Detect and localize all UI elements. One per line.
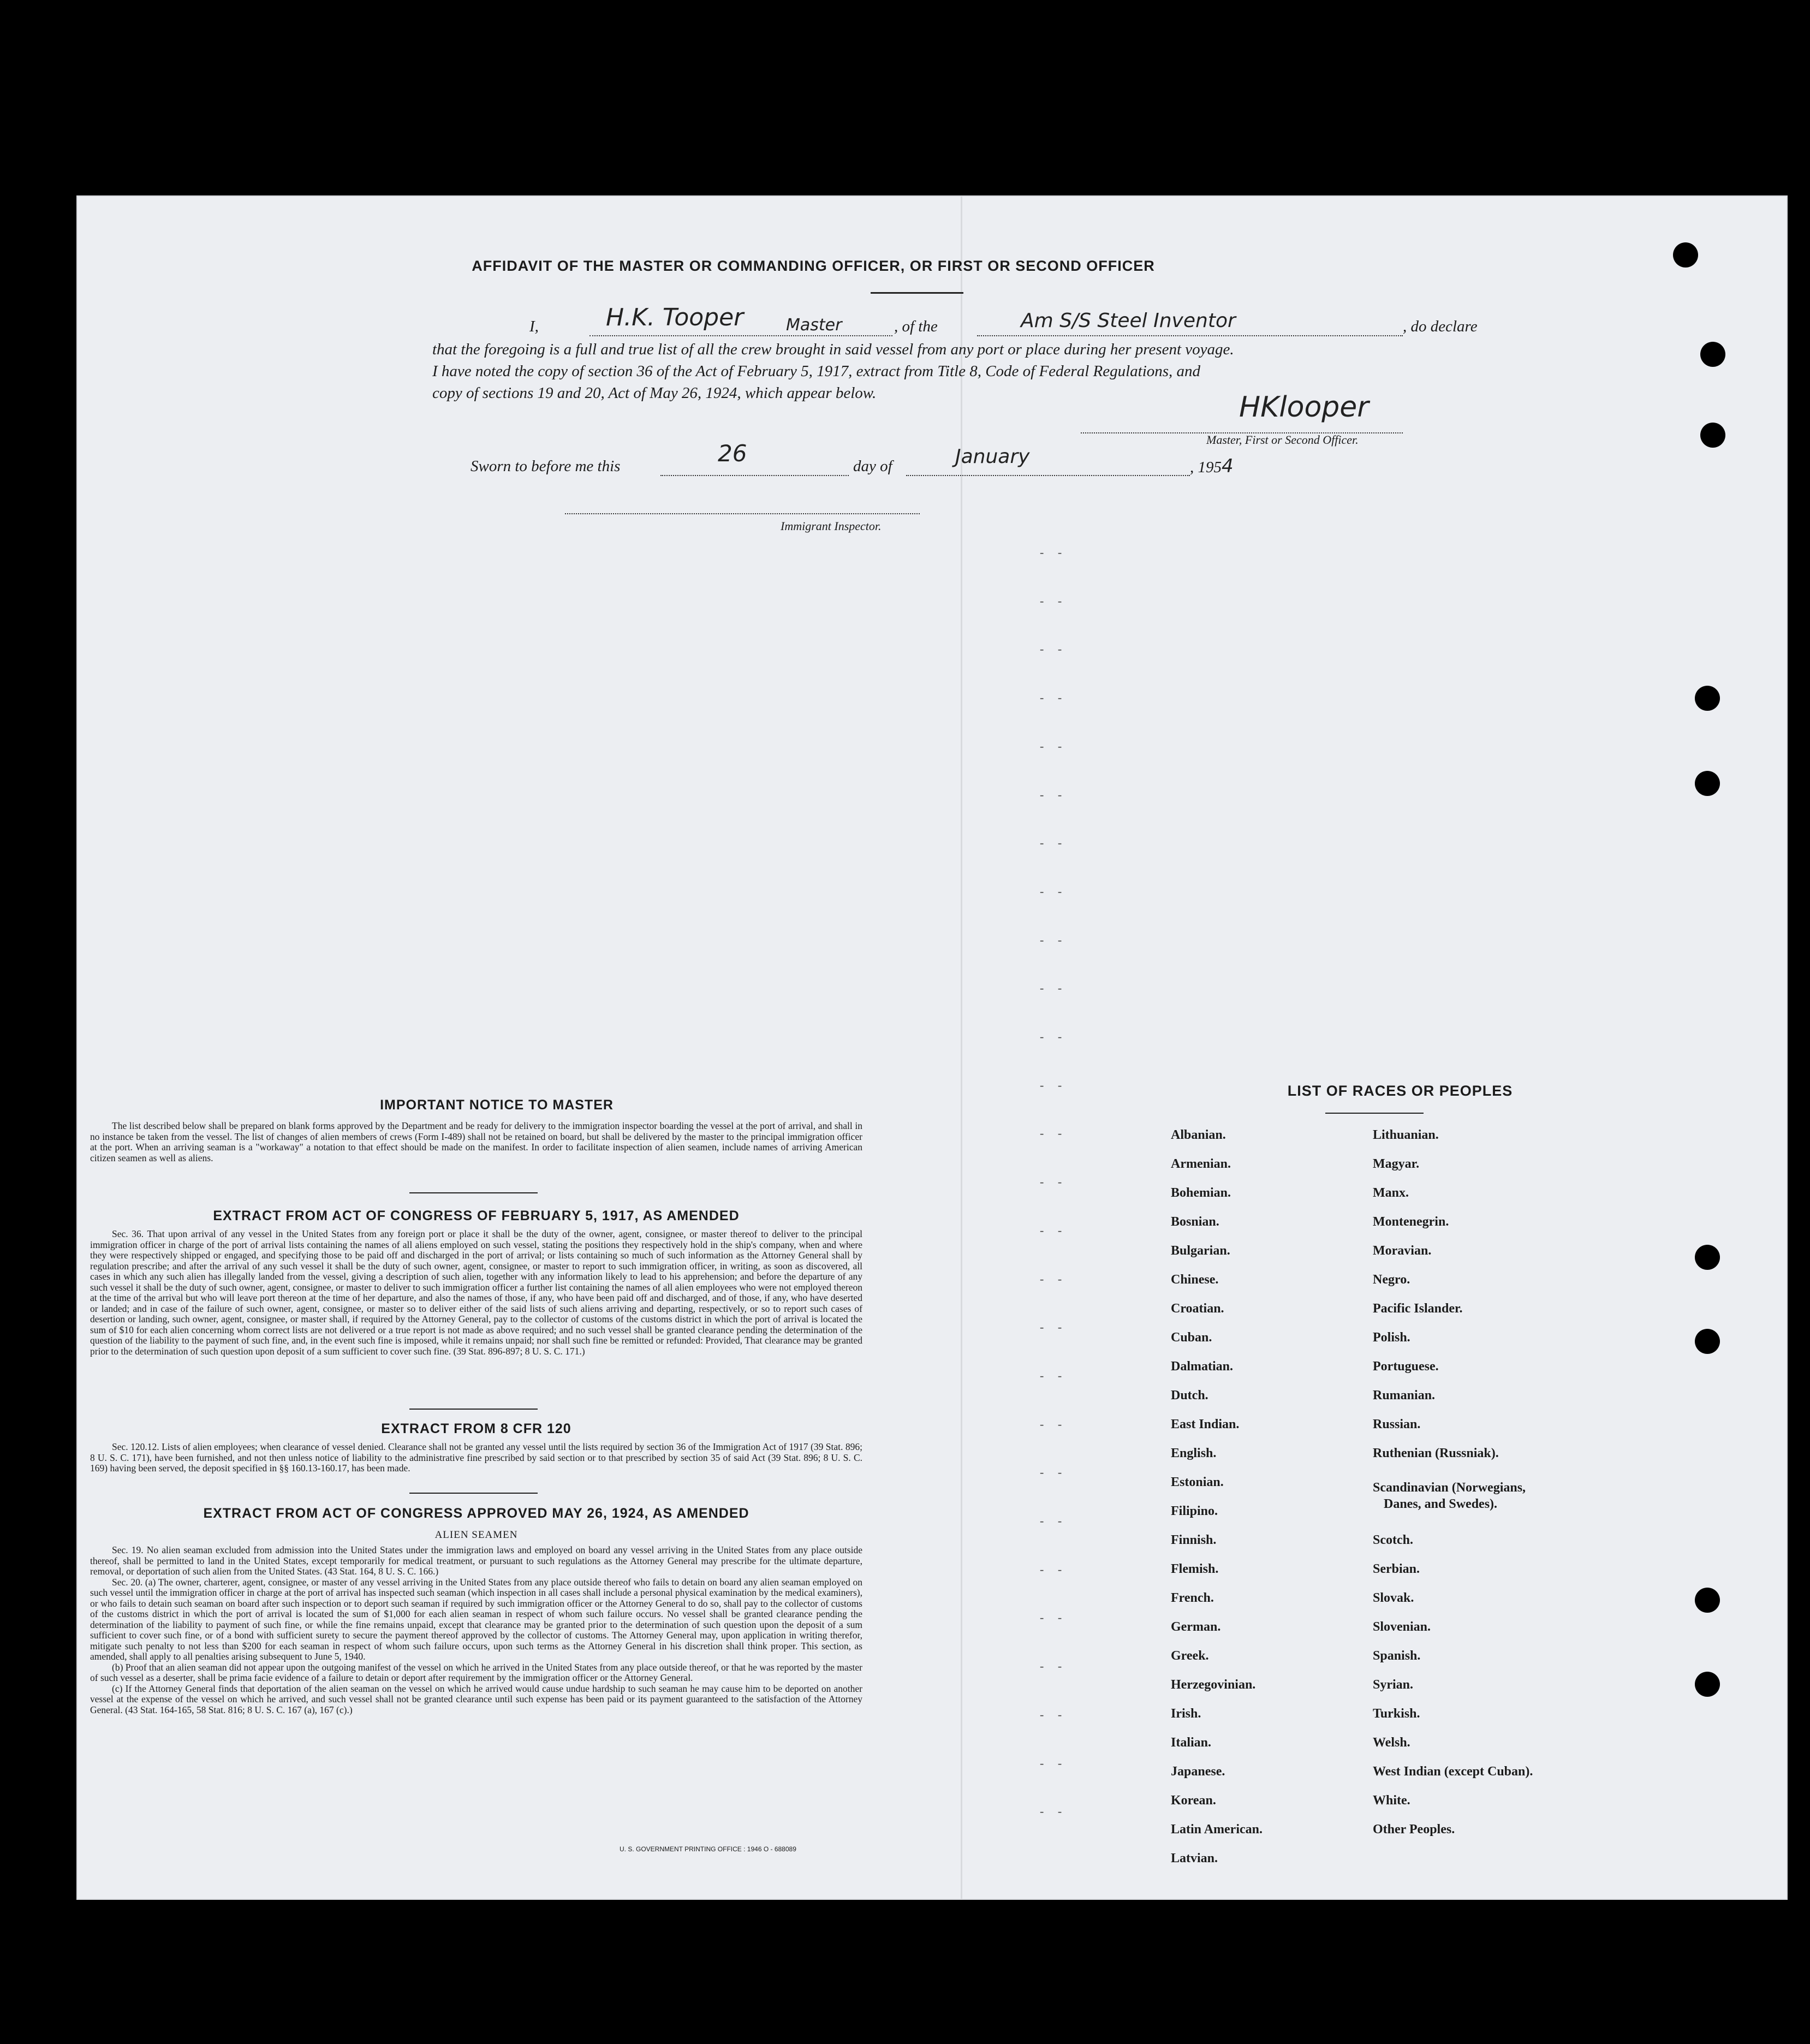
race-item: Albanian. — [1171, 1128, 1226, 1142]
extract-1917-body: Sec. 36. That upon arrival of any vessel in the United States from any foreign port or place it shall be the duty of the owner, agent, consignee, or master thereof to deliver to the principal immigration officer in charge of the port of arrival lists containing the names of all aliens employed on such vessel, stating the positions they respectively hold in the ship's company, when and where they were respectively shipped or engaged, and specifying those to be paid off and discharged in the port of arrival; or lists containing so much of such information as the Attorney General shall by regulation prescribe; and after the arrival of any such vessel it shall be the duty of such owner, agent, consignee, or master to report to such immigration officer, in writing, as soon as discovered, all cases in which any such alien has illegally landed from the vessel, giving a description of such alien, together with any information likely to lead to his apprehension; and before the departure of any such vessel it shall be the duty of such owner, agent, consignee, or master to deliver to such immigration officer a further list containing the names of all alien employees who were not employed thereon at the time of the arrival but who will leave port thereon at the time of her departure, and also the names of those, if any, who have been paid off and discharged, and of those, if any, who have deserted or landed; and in case of the failure of such owner, agent, consignee, or master so to deliver either of the said lists of such aliens arriving and departing, respectively, or so to report such cases of desertion or landing, such owner, agent, consignee, or master shall, if required by the Attorney General, pay to the collector of customs of the customs district in which the port of arrival is located the sum of $10 for each alien concerning whom correct lists are not delivered or a true report is not made as above required; and no such vessel shall be granted clearance pending the determination of the question of the liability to the payment of such fine, and, in the event such fine is imposed, while it remains unpaid; nor shall such fine be remitted or refunded: Provided, That clearance may be granted prior to the determination of such question upon deposit of a sum sufficient to cover such fine. (39 Stat. 896-897; 8 U. S. C. 171.) — [90, 1228, 862, 1357]
printer-imprint: U. S. GOVERNMENT PRINTING OFFICE : 1946 O - 688089 — [620, 1845, 796, 1853]
master-rank: Master — [786, 316, 842, 335]
race-item: Pacific Islander. — [1373, 1302, 1463, 1316]
race-item: Latin American. — [1171, 1822, 1263, 1837]
affidavit-title: AFFIDAVIT OF THE MASTER OR COMMANDING OFFICER, OR FIRST OR SECOND OFFICER — [472, 258, 1155, 274]
binder-hole — [1695, 1588, 1720, 1613]
binder-hole — [1695, 1329, 1720, 1354]
year-digit: 4 — [1222, 455, 1234, 477]
race-item: Russian. — [1373, 1417, 1421, 1431]
race-item: Bulgarian. — [1171, 1244, 1230, 1258]
affidavit-line4: copy of sections 19 and 20, Act of May 26, 1924, which appear below. — [432, 384, 877, 402]
race-item: Montenegrin. — [1373, 1215, 1449, 1229]
race-item: Slovak. — [1373, 1591, 1414, 1605]
master-name: H.K. Tooper — [606, 304, 744, 331]
race-item: Turkish. — [1373, 1707, 1420, 1721]
race-item: Portuguese. — [1373, 1359, 1439, 1374]
affidavit-title-rule — [871, 292, 963, 294]
race-item: Cuban. — [1171, 1330, 1212, 1345]
race-item: Ruthenian (Russniak). — [1373, 1446, 1499, 1460]
extract-1924-title: EXTRACT FROM ACT OF CONGRESS APPROVED MAY 26, 1924, AS AMENDED — [203, 1506, 749, 1521]
race-item: Scotch. — [1373, 1533, 1413, 1547]
race-item: Syrian. — [1373, 1678, 1414, 1692]
race-item: Filipino. — [1171, 1504, 1218, 1518]
column-marks: - - - - - - - - - - - - - - - - - - - - - - - - - - - - - - - - - - - - - - - - - - - - - - - - - - - - - - — [1040, 545, 1068, 1819]
sec-20b: (b) Proof that an alien seaman did not appear upon the outgoing manifest of the vessel on which he arrived in the United States from any place outside thereof, or that he was reported by the master of such vessel as a deserter, shall be prima facie evidence of a failure to detain or deport after requirement by the immigration officer or the Attorney General. — [90, 1661, 862, 1683]
race-item: Flemish. — [1171, 1562, 1219, 1576]
sworn-text: Sworn to before me this — [471, 457, 621, 475]
race-item: Japanese. — [1171, 1764, 1225, 1779]
race-item: Finnish. — [1171, 1533, 1217, 1547]
affidavit-line1 — [426, 304, 1496, 343]
race-item: Estonian. — [1171, 1475, 1224, 1489]
race-item: German. — [1171, 1620, 1221, 1634]
race-item: West Indian (except Cuban). — [1373, 1764, 1533, 1779]
race-item: French. — [1171, 1591, 1214, 1605]
race-item: Korean. — [1171, 1793, 1216, 1808]
binder-hole — [1695, 686, 1720, 711]
sec-20a: Sec. 20. (a) The owner, charterer, agent, consignee, or master of any vessel arriving in the United States from any place outside thereof who fails to detain on board any alien seaman employed on such vessel until the immigration officer in charge at the port of arrival has inspected such seaman (which inspection in all cases shall include a personal physical examination by the medical examiners), or who fails to detain such seaman on board after such inspection or to deport such seaman if required by such immigration officer or the Attorney General to do so, shall pay to the collector of customs of the customs district in which the port of arrival is located the sum of $1,000 for each alien seaman in respect of whom such failure occurs. No vessel shall be granted clearance pending the determination of the liability to payment of such fine, or while the fine remains unpaid, except that clearance may be granted prior to the determination of such question upon the deposit of a sum sufficient to cover such fine, or of a bond with sufficient surety to secure the payment thereof approved by the collector of customs. The Attorney General may, upon application in writing therefor, mitigate such penalty to not less than $200 for each seaman in respect of whom such failure occurs, upon such terms as the Attorney General in his discretion shall think proper. This section, as amended, shall apply to all penalties arising subsequent to June 5, 1940. — [90, 1576, 862, 1662]
cfr-title: EXTRACT FROM 8 CFR 120 — [381, 1421, 571, 1436]
race-item: Manx. — [1373, 1186, 1409, 1200]
race-item: Danes, and Swedes). — [1384, 1497, 1498, 1511]
race-item: Lithuanian. — [1373, 1128, 1439, 1142]
race-item: Italian. — [1171, 1736, 1212, 1750]
race-item: Dalmatian. — [1171, 1359, 1233, 1374]
extract-1924-body — [90, 1545, 862, 1715]
master-label: Master, First or Second Officer. — [1206, 433, 1359, 447]
notice-body: The list described below shall be prepared on blank forms approved by the Department and be ready for delivery to the immigration inspector boarding the vessel at the port of arrival, and shall in no instance be taken from the vessel. The list of changes of alien members of crews (Form I-489) shall not be retained on board, but shall be delivered by the master to the principal immigration officer at the port. When an arriving seaman is a "workaway" a notation to that effect should be made on the manifest. In order to facilitate inspection of alien seamen, include names of arriving American citizen seamen as well as aliens. — [90, 1120, 862, 1163]
cfr-body: Sec. 120.12. Lists of alien employees; when clearance of vessel denied. Clearance shall not be granted any vessel until the lists required by section 36 of the Immigration Act of 1917 (39 Stat. 896; 8 U. S. C. 171), have been furnished, and not then unless notice of liability to the administrative fine prescribed by said section or to that prescribed by section 35 of said Act (39 Stat. 896; 8 U. S. C. 169) having been served, the deposit specified in §§ 160.13-160.17, has been made. — [90, 1441, 862, 1473]
affidavit-line3: I have noted the copy of section 36 of the Act of February 5, 1917, extract from Title 8, Code of Federal Regulations, and — [432, 363, 1201, 380]
race-item: Chinese. — [1171, 1273, 1219, 1287]
of-the-text: , of the — [894, 318, 938, 335]
race-item: English. — [1171, 1446, 1217, 1460]
race-item: Welsh. — [1373, 1736, 1410, 1750]
day-of-text: day of — [853, 457, 892, 475]
binder-hole — [1695, 1245, 1720, 1270]
form-page — [76, 195, 1788, 1900]
race-item: Croatian. — [1171, 1302, 1224, 1316]
binder-hole — [1700, 342, 1725, 367]
vessel-name: Am S/S Steel Inventor — [1021, 310, 1236, 332]
affidavit-line2: that the foregoing is a full and true list of all the crew brought in said vessel from any port or place during her present voyage. — [432, 341, 1234, 358]
race-item: Polish. — [1373, 1330, 1410, 1345]
race-item: Other Peoples. — [1373, 1822, 1455, 1837]
race-item: Rumanian. — [1373, 1388, 1436, 1403]
binder-hole — [1673, 242, 1698, 268]
year-prefix: , 195 — [1190, 459, 1222, 476]
race-item: Negro. — [1373, 1273, 1410, 1287]
race-item: Irish. — [1171, 1707, 1201, 1721]
race-item: Moravian. — [1373, 1244, 1432, 1258]
inspector-line — [565, 513, 920, 514]
race-item: White. — [1373, 1793, 1410, 1808]
race-item: Magyar. — [1373, 1157, 1420, 1171]
extract-1917-title: EXTRACT FROM ACT OF CONGRESS OF FEBRUARY 5, 1917, AS AMENDED — [213, 1208, 740, 1223]
sec-19: Sec. 19. No alien seaman excluded from admission into the United States under the immigration laws and employed on board any vessel arriving in the United States from any place outside thereof, shall be permitted to land in the United States, except temporarily for medical treatment, or pursuant to such regulations as the Attorney General may prescribe for the ultimate departure, removal, or deportation of such alien from the United States. (43 Stat. 164, 8 U. S. C. 166.) — [90, 1544, 862, 1577]
binder-hole — [1695, 771, 1720, 796]
race-item: Dutch. — [1171, 1388, 1208, 1403]
race-item: Serbian. — [1373, 1562, 1420, 1576]
races-title: LIST OF RACES OR PEOPLES — [1287, 1083, 1513, 1099]
race-item: Scandinavian (Norwegians, — [1373, 1481, 1526, 1495]
race-item: East Indian. — [1171, 1417, 1240, 1431]
sworn-day: 26 — [718, 440, 747, 467]
inspector-label: Immigrant Inspector. — [781, 519, 882, 533]
race-item: Herzegovinian. — [1171, 1678, 1256, 1692]
race-item: Bosnian. — [1171, 1215, 1219, 1229]
do-declare-text: , do declare — [1403, 318, 1478, 335]
sworn-year — [1190, 455, 1234, 478]
affidavit-i: I, — [529, 318, 539, 335]
master-signature: HKlooper — [1239, 391, 1369, 424]
binder-hole — [1695, 1672, 1720, 1697]
race-item: Greek. — [1171, 1649, 1209, 1663]
race-item: Slovenian. — [1373, 1620, 1431, 1634]
race-item: Latvian. — [1171, 1851, 1218, 1865]
race-item: Bohemian. — [1171, 1186, 1231, 1200]
notice-title: IMPORTANT NOTICE TO MASTER — [380, 1097, 614, 1113]
binder-hole — [1700, 423, 1725, 448]
race-item: Armenian. — [1171, 1157, 1231, 1171]
sec-20c: (c) If the Attorney General finds that deportation of the alien seaman on the vessel on which he arrived would cause undue hardship to such seaman he may cause him to be deported on another vessel at the expense of the vessel on which he arrived, and such vessel shall not be granted clearance until such expense has been paid or its payment guaranteed to the satisfaction of the Attorney General. (43 Stat. 164-165, 58 Stat. 816; 8 U. S. C. 167 (a), 167 (c).) — [90, 1683, 862, 1715]
alien-seamen-subtitle: ALIEN SEAMEN — [434, 1529, 518, 1541]
race-item: Spanish. — [1373, 1649, 1421, 1663]
sworn-month: January — [955, 445, 1030, 468]
